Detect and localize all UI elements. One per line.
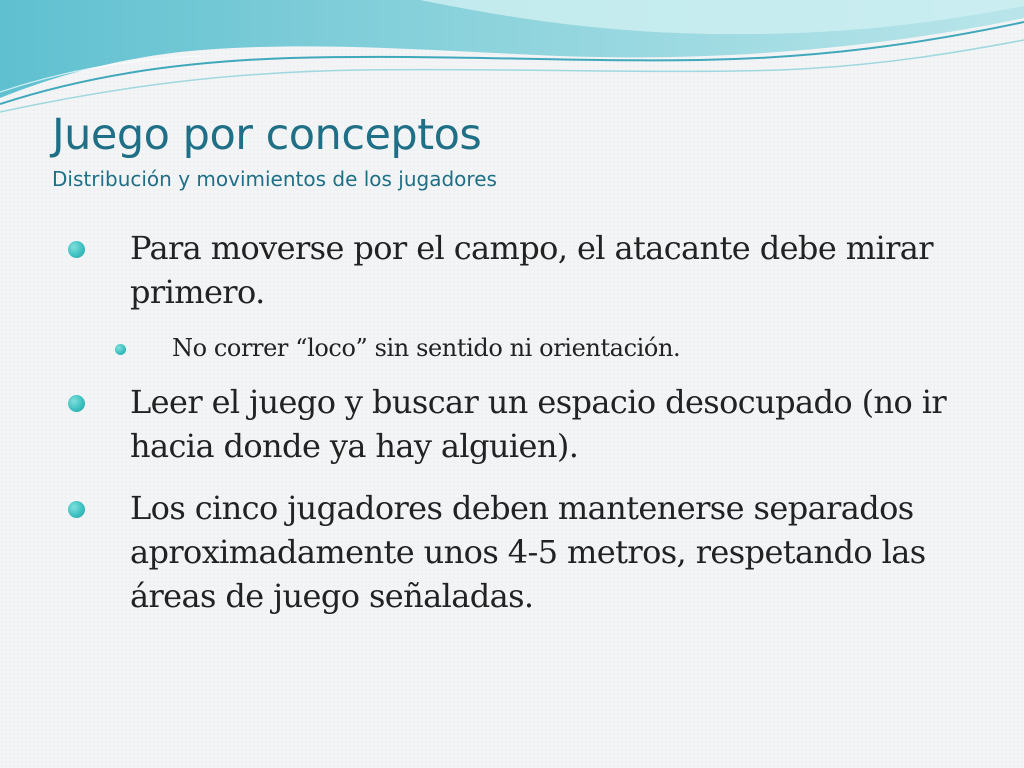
sub-bullet-item [172,332,952,364]
bullet-item [130,226,950,314]
sub-bullet-text: No correr “loco” sin sentido ni orientación. [172,334,681,362]
slide-title: Juego por conceptos [52,110,482,160]
bullet-dot-icon [115,344,126,355]
title-block [52,112,952,191]
bullet-text: Para moverse por el campo, el atacante debe mirar primero. [130,229,933,311]
bullet-dot-icon [68,241,85,258]
bullet-item [130,486,950,618]
bullet-item [130,380,950,468]
bullet-text: Leer el juego y buscar un espacio desocupado (no ir hacia donde ya hay alguien). [130,383,947,465]
slide-subtitle: Distribución y movimientos de los jugadores [52,167,497,192]
bullet-text: Los cinco jugadores deben mantenerse separados aproximadamente unos 4-5 metros, respetando las áreas de juego señaladas. [130,489,926,615]
bullet-dot-icon [68,501,85,518]
bullet-dot-icon [68,395,85,412]
